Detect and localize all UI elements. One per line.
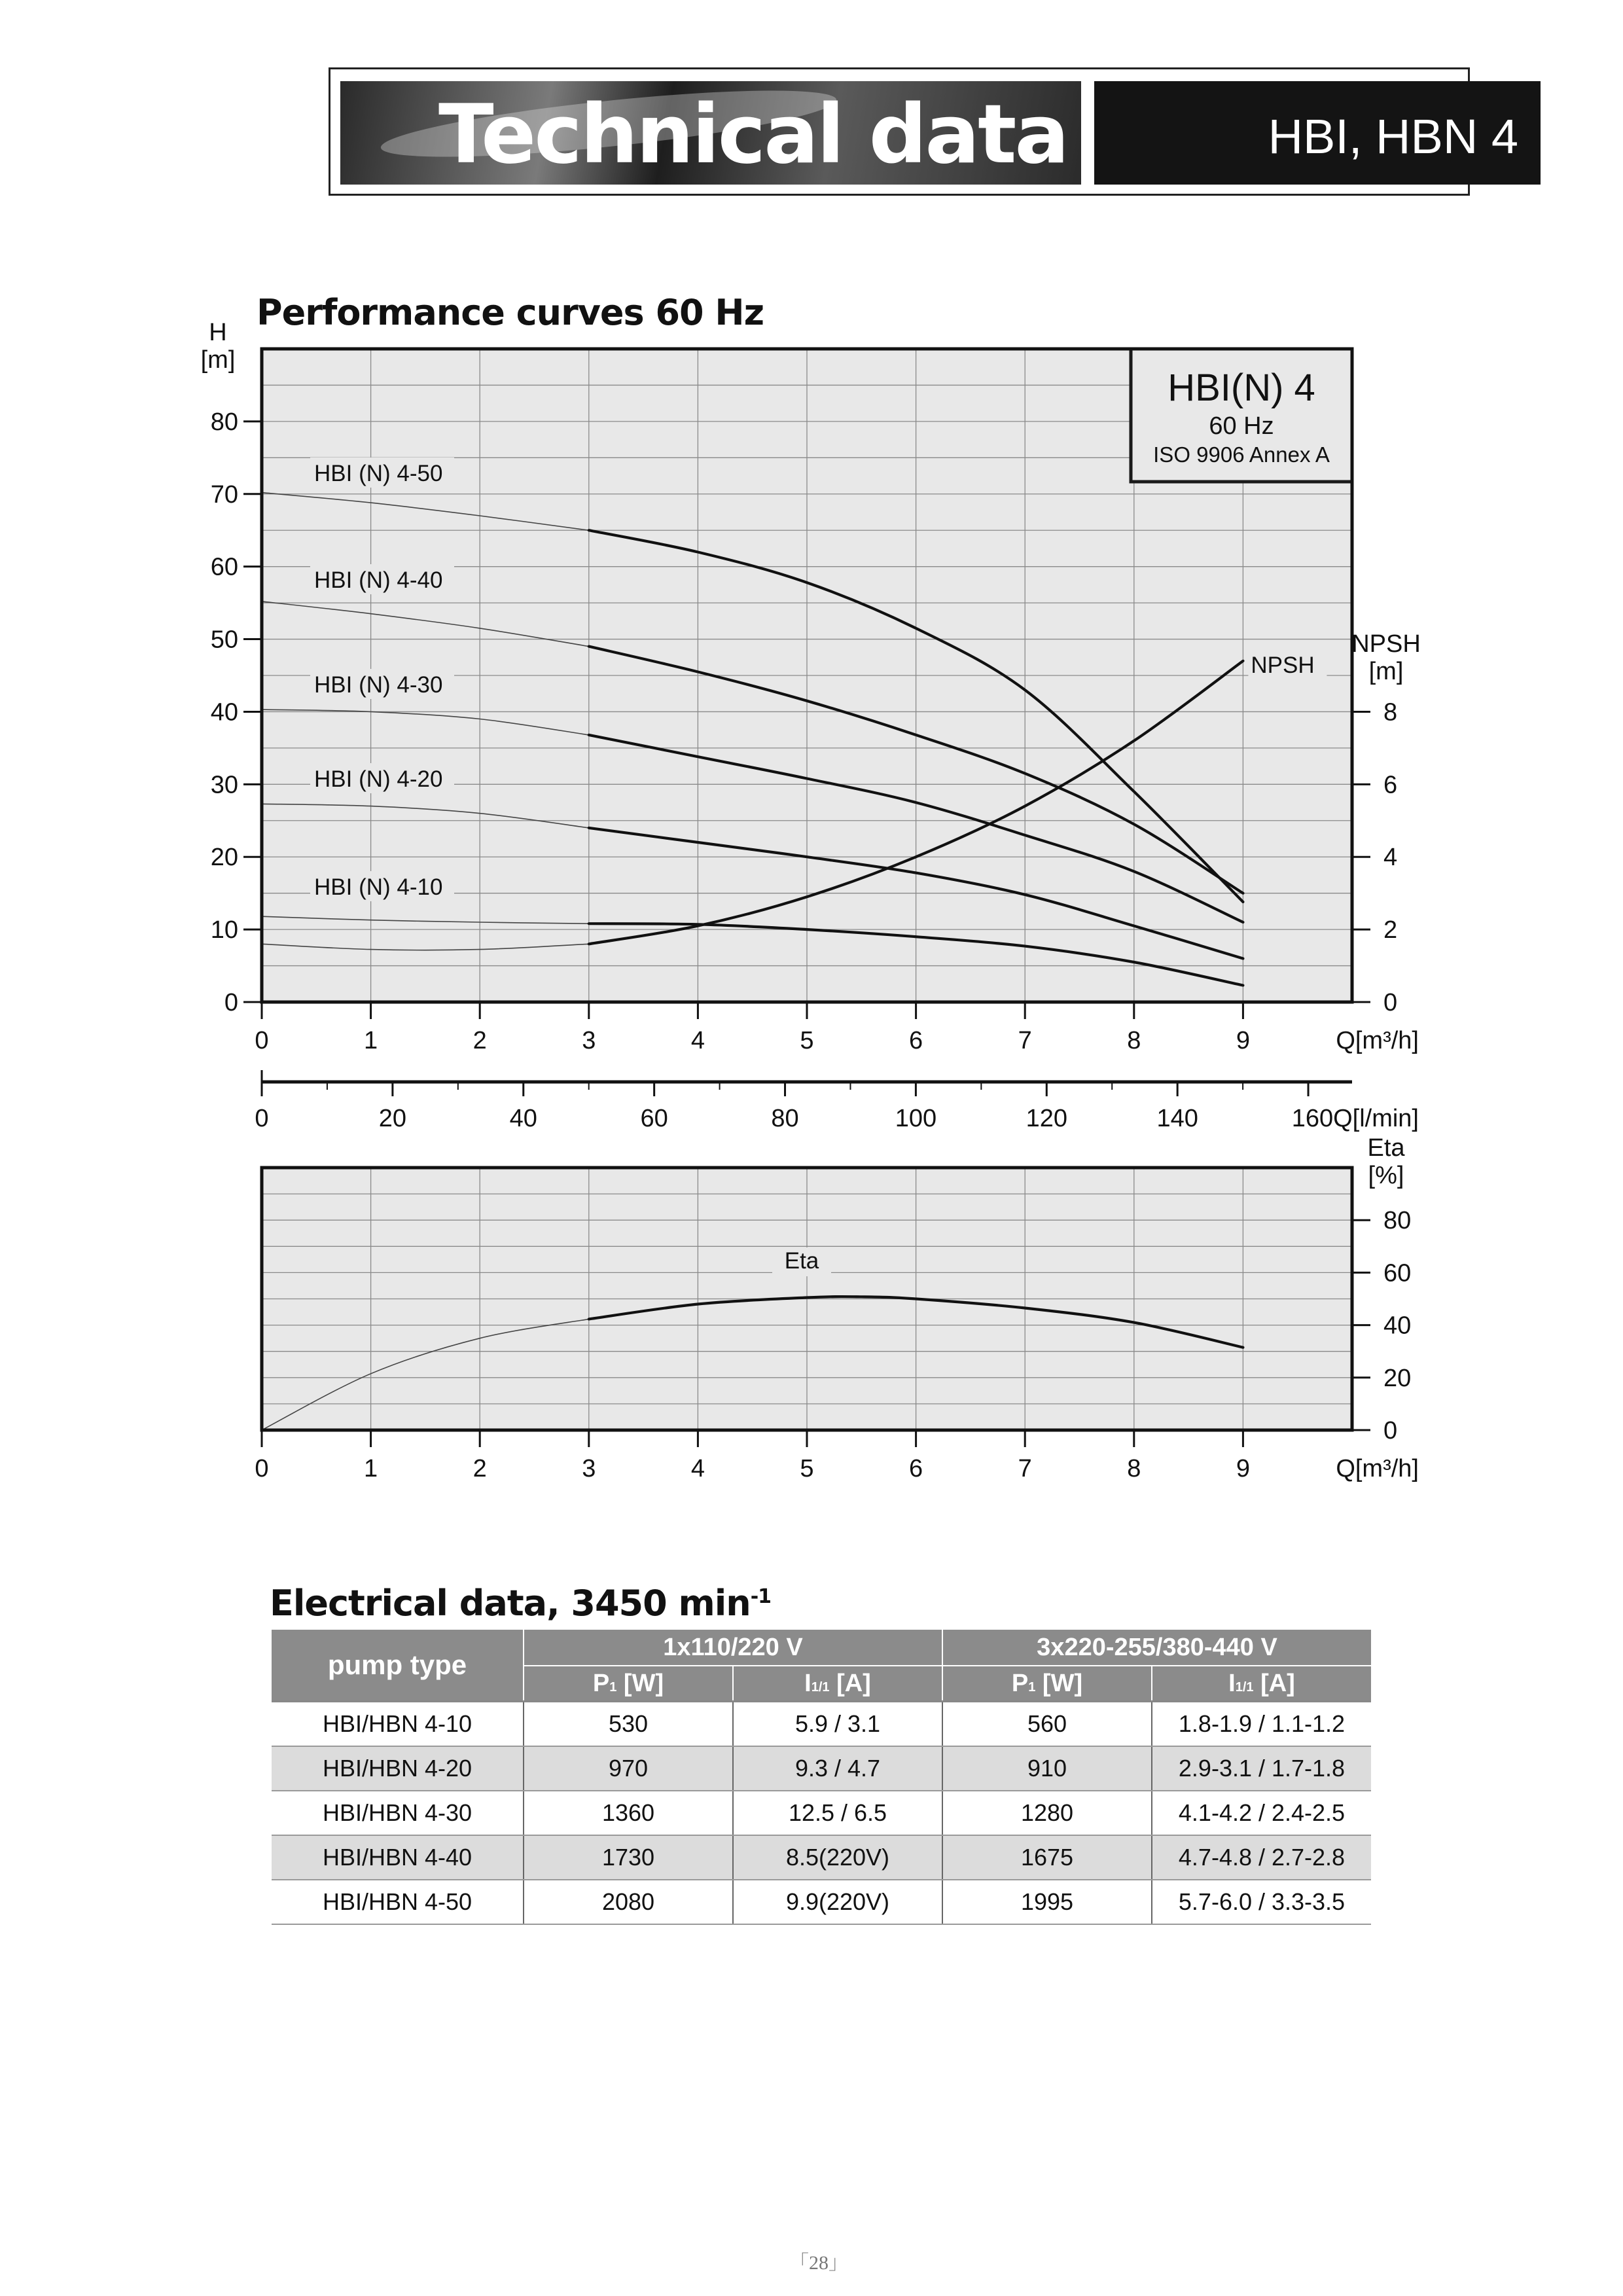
cell-pump-type: HBI/HBN 4-50 (272, 1880, 524, 1924)
y2-tick-label: 8 (1383, 698, 1398, 726)
x-tick-label: 9 (1236, 1455, 1250, 1482)
x-tick-label: 0 (255, 1027, 269, 1054)
cell-i-single: 9.3 / 4.7 (733, 1746, 942, 1791)
y-axis-label: H (209, 319, 227, 346)
x-tick-label: 4 (690, 1455, 705, 1482)
flow-lpm-tick-label: 80 (771, 1105, 799, 1132)
y-tick-label: 80 (210, 408, 238, 436)
y2-tick-label: 6 (1383, 771, 1398, 799)
i-header: I1/1 [A] (733, 1666, 942, 1702)
y-axis-unit: [m] (200, 346, 236, 374)
cell-p1-three: 560 (942, 1702, 1152, 1747)
x-tick-label: 5 (800, 1455, 814, 1482)
flow-lpm-tick-label: 100 (895, 1105, 937, 1132)
y-tick-label: 40 (210, 698, 238, 726)
i-header: I1/1 [A] (1152, 1666, 1371, 1702)
cell-p1-single: 970 (524, 1746, 733, 1791)
y-tick-label: 0 (224, 989, 238, 1016)
y2-axis-unit: [m] (1368, 658, 1404, 685)
flow-lpm-tick-label: 120 (1026, 1105, 1067, 1132)
flow-lpm-tick-label: 40 (509, 1105, 537, 1132)
cell-i-single: 5.9 / 3.1 (733, 1702, 942, 1747)
x-axis-label: Q[m³/h] (1336, 1027, 1419, 1054)
legend-title: HBI(N) 4 (1168, 367, 1315, 409)
table-row (272, 1880, 1371, 1924)
series-label: HBI (N) 4-50 (314, 461, 443, 486)
x-tick-label: 3 (582, 1027, 596, 1054)
x-tick-label: 0 (255, 1455, 269, 1482)
eta-tick-label: 60 (1383, 1259, 1412, 1287)
p1-header: P1 [W] (524, 1666, 733, 1702)
cell-p1-three: 1280 (942, 1791, 1152, 1835)
y-tick-label: 20 (210, 844, 238, 872)
eta-tick-label: 0 (1383, 1417, 1398, 1444)
x-tick-label: 6 (909, 1455, 923, 1482)
cell-p1-three: 1995 (942, 1880, 1152, 1924)
y2-tick-label: 0 (1383, 989, 1398, 1016)
y2-tick-label: 2 (1383, 916, 1398, 944)
y-tick-label: 30 (210, 771, 238, 799)
page-number: 「28」 (789, 2252, 848, 2274)
flow-lpm-axis-label: 160Q[l/min] (1291, 1105, 1419, 1132)
cell-pump-type: HBI/HBN 4-40 (272, 1835, 524, 1880)
x-tick-label: 4 (690, 1027, 705, 1054)
cell-p1-single: 2080 (524, 1880, 733, 1924)
series-label: HBI (N) 4-10 (314, 874, 443, 900)
pump-type-header: pump type (272, 1630, 524, 1702)
x-axis-label: Q[m³/h] (1336, 1455, 1419, 1482)
legend-frequency: 60 Hz (1209, 412, 1274, 440)
cell-i-single: 8.5(220V) (733, 1835, 942, 1880)
x-tick-label: 1 (364, 1027, 378, 1054)
x-tick-label: 1 (364, 1455, 378, 1482)
series-label: HBI (N) 4-40 (314, 567, 443, 593)
x-tick-label: 2 (473, 1027, 487, 1054)
series-label: Eta (784, 1248, 819, 1274)
table-row (272, 1702, 1371, 1747)
series-label: NPSH (1251, 652, 1315, 678)
cell-i-three: 4.1-4.2 / 2.4-2.5 (1152, 1791, 1371, 1835)
eta-tick-label: 80 (1383, 1207, 1412, 1235)
cell-pump-type: HBI/HBN 4-10 (272, 1702, 524, 1747)
cell-p1-single: 1360 (524, 1791, 733, 1835)
x-tick-label: 8 (1127, 1455, 1141, 1482)
eta-tick-label: 40 (1383, 1312, 1412, 1340)
cell-pump-type: HBI/HBN 4-30 (272, 1791, 524, 1835)
eta-tick-label: 20 (1383, 1364, 1412, 1392)
cell-i-single: 9.9(220V) (733, 1880, 942, 1924)
table-row (272, 1746, 1371, 1791)
group-2-header: 3x220-255/380-440 V (942, 1630, 1371, 1666)
x-tick-label: 9 (1236, 1027, 1250, 1054)
x-tick-label: 6 (909, 1027, 923, 1054)
cell-pump-type: HBI/HBN 4-20 (272, 1746, 524, 1791)
x-tick-label: 7 (1018, 1455, 1032, 1482)
cell-p1-single: 530 (524, 1702, 733, 1747)
y2-axis-label: NPSH (1351, 630, 1421, 658)
x-tick-label: 2 (473, 1455, 487, 1482)
performance-title: Performance curves 60 Hz (257, 292, 764, 333)
eta-axis-unit: [%] (1368, 1162, 1404, 1189)
table-row (272, 1835, 1371, 1880)
y-tick-label: 50 (210, 626, 238, 654)
flow-lpm-tick-label: 60 (640, 1105, 668, 1132)
y-tick-label: 70 (210, 480, 238, 509)
cell-i-three: 5.7-6.0 / 3.3-3.5 (1152, 1880, 1371, 1924)
cell-p1-three: 1675 (942, 1835, 1152, 1880)
flow-lpm-tick-label: 20 (378, 1105, 407, 1132)
eta-axis-label: Eta (1367, 1134, 1405, 1162)
y-tick-label: 60 (210, 553, 238, 581)
series-label: HBI (N) 4-20 (314, 766, 443, 792)
electrical-title-text: Electrical data, 3450 min (270, 1583, 751, 1624)
model-label: HBI, HBN 4 (1268, 109, 1518, 164)
electrical-title-sup: -1 (750, 1585, 772, 1608)
legend-standard: ISO 9906 Annex A (1153, 442, 1330, 467)
cell-i-three: 4.7-4.8 / 2.7-2.8 (1152, 1835, 1371, 1880)
electrical-title (270, 1583, 771, 1624)
group-1-header: 1x110/220 V (524, 1630, 942, 1666)
cell-i-three: 2.9-3.1 / 1.7-1.8 (1152, 1746, 1371, 1791)
flow-lpm-tick-label: 140 (1156, 1105, 1198, 1132)
electrical-data-table (272, 1630, 1371, 1925)
x-tick-label: 3 (582, 1455, 596, 1482)
y2-tick-label: 4 (1383, 844, 1398, 872)
x-tick-label: 5 (800, 1027, 814, 1054)
x-tick-label: 7 (1018, 1027, 1032, 1054)
series-label: HBI (N) 4-30 (314, 672, 443, 698)
cell-p1-single: 1730 (524, 1835, 733, 1880)
x-tick-label: 8 (1127, 1027, 1141, 1054)
table-row (272, 1791, 1371, 1835)
p1-header: P1 [W] (942, 1666, 1152, 1702)
cell-i-single: 12.5 / 6.5 (733, 1791, 942, 1835)
cell-p1-three: 910 (942, 1746, 1152, 1791)
cell-i-three: 1.8-1.9 / 1.1-1.2 (1152, 1702, 1371, 1747)
y-tick-label: 10 (210, 916, 238, 944)
flow-lpm-tick-label: 0 (255, 1105, 269, 1132)
page-title: Technical data (438, 88, 1068, 182)
